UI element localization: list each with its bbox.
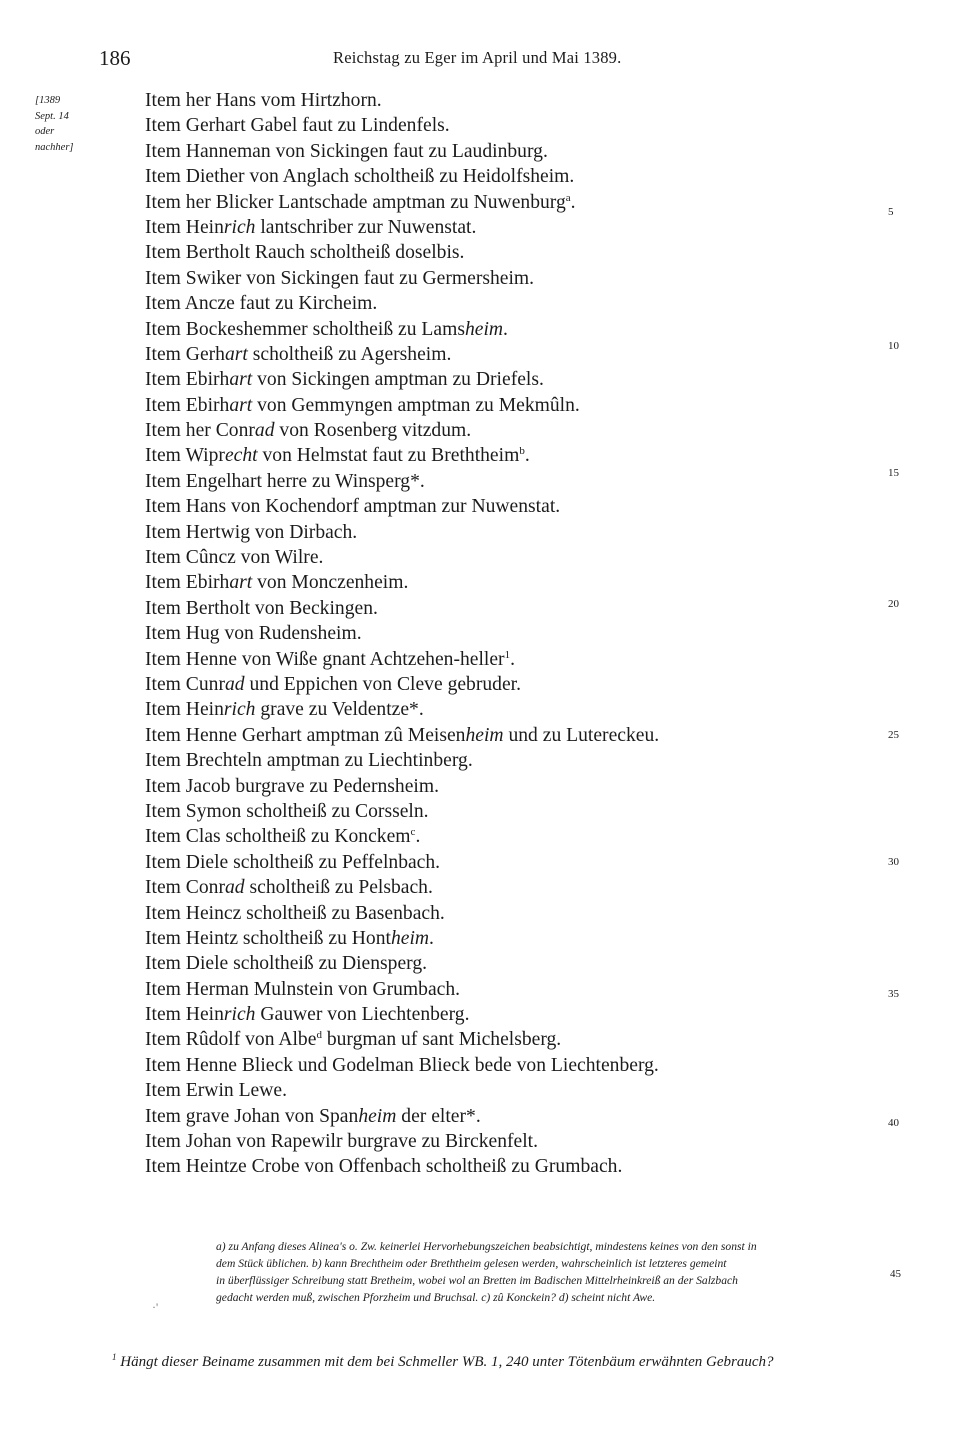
entry-line: [145, 1129, 845, 1154]
entry-pre: Item Ebirh: [145, 394, 230, 416]
entry-line: [145, 443, 845, 468]
entry-line: [145, 901, 845, 926]
entry-pre: Item Bockeshemmer scholtheiß zu Lams: [145, 318, 465, 340]
entry-line: [145, 88, 845, 113]
entry-pre: Item Heintz scholtheiß zu Hont: [145, 927, 391, 949]
entry-line: [145, 215, 845, 240]
entry-line: [145, 545, 845, 570]
entry-line: [145, 520, 845, 545]
entry-it: heim: [464, 318, 504, 340]
entry-it: ad: [254, 420, 275, 442]
entry-post: lantschriber zur Nuwenstat.: [255, 216, 477, 238]
entry-sup: 1: [504, 648, 511, 661]
entry-pre: Item Jacob burgrave zu Pedernsheim.: [145, 775, 439, 797]
entry-pre: Item Hein: [145, 1004, 224, 1026]
entry-pre: Item her Hans vom Hirtzhorn.: [145, 90, 382, 111]
entry-line: [145, 291, 845, 316]
entry-pre: Item Hans von Kochendorf amptman zur Nuwenstat.: [145, 496, 561, 518]
entry-it: art: [229, 572, 253, 594]
entry-pre: Item Heintze Crobe von Offenbach scholtheiß zu Grumbach.: [145, 1156, 623, 1178]
entry-line: [145, 1104, 845, 1129]
entry-pre: Item Erwin Lewe.: [145, 1080, 287, 1102]
entry-line: [145, 113, 845, 138]
entry-pre: Item Johan von Rapewilr burgrave zu Birckenfelt.: [145, 1131, 539, 1153]
entry-line: [145, 469, 845, 494]
entry-pre: Item Henne Gerhart amptman zû Meisen: [145, 724, 466, 746]
footnote-line: dem Stück üblichen. b) kann Brechtheim oder Breththeim gelesen werden, wahrscheinlich ist letzteres gemeint: [216, 1257, 727, 1270]
footnote-1: [112, 1352, 773, 1371]
entry-it: ad: [225, 673, 245, 695]
margin-note-line: Sept. 14: [35, 111, 69, 122]
entry-sup: a: [565, 191, 571, 204]
entry-pre: Item Clas scholtheiß zu Konckem: [145, 826, 411, 848]
entry-pre: Item Bertholt von Beckingen.: [145, 597, 378, 619]
margin-note-line: oder: [35, 126, 55, 137]
entry-it: ad: [225, 877, 245, 899]
footnote-1-marker: 1: [112, 1352, 117, 1362]
entry-it: rich: [223, 1004, 256, 1026]
entry-pre: Item Hanneman von Sickingen faut zu Laudinburg.: [145, 140, 548, 162]
margin-note-line: nachher]: [35, 142, 74, 153]
entry-it: echt: [224, 445, 258, 467]
entry-it: heim: [465, 724, 504, 746]
entry-pre: Item Swiker von Sickingen faut zu Germersheim.: [145, 267, 535, 289]
entry-pre: Item Gerh: [145, 343, 225, 365]
stray-mark: ·': [152, 1300, 159, 1314]
entry-sup: b: [519, 445, 525, 458]
entry-line: [145, 621, 845, 646]
footnote-1-text: Hängt dieser Beiname zusammen mit dem bei Schmeller WB. 1, 240 unter Tötenbäum erwähnten Gebrauch?: [120, 1354, 774, 1370]
entry-pre: Item Symon scholtheiß zu Corsseln.: [145, 800, 429, 822]
entry-it: heim: [390, 927, 430, 949]
entry-line: [145, 342, 845, 367]
entry-post: der elter*.: [396, 1105, 481, 1127]
entry-pre: Item Conr: [145, 877, 225, 899]
entry-line: [145, 723, 845, 748]
entry-post: von Sickingen amptman zu Driefels.: [252, 369, 544, 391]
entry-end: .: [415, 826, 421, 848]
margin-note-line: [1389: [35, 95, 61, 106]
entry-pre: Item grave Johan von Span: [145, 1105, 359, 1127]
entry-pre: Item Bertholt Rauch scholtheiß doselbis.: [145, 242, 465, 264]
entry-pre: Item Heincz scholtheiß zu Basenbach.: [145, 902, 445, 924]
entry-line: [145, 748, 845, 773]
entry-line: [145, 494, 845, 519]
entry-it: heim: [358, 1105, 397, 1127]
entry-post: von Helmstat faut zu Breththeim: [257, 445, 520, 467]
footnote-line: in überflüssiger Schreibung statt Bretheim, wobei wol an Bretten im Badischen Mittelrheinkreiß an der Salzbach: [216, 1274, 738, 1287]
entry-pre: Item Hertwig von Dirbach.: [145, 521, 358, 543]
entry-line: [145, 951, 845, 976]
footnote-line: gedacht werden muß, zwischen Pforzheim und Bruchsal. c) zû Konckein? d) scheint nicht Awe.: [216, 1291, 656, 1304]
entry-end: .: [510, 648, 515, 670]
footnote-line-number: 45: [890, 1268, 901, 1280]
entry-post: scholtheiß zu Agersheim.: [247, 343, 452, 365]
entry-post: und Eppichen von Cleve gebruder.: [244, 673, 522, 695]
entry-sup: c: [410, 826, 416, 839]
entry-pre: Item Henne Blieck und Godelman Blieck bede von Liechtenberg.: [145, 1054, 659, 1076]
entry-line: [145, 824, 845, 849]
entry-it: art: [224, 343, 248, 365]
entry-pre: Item Gerhart Gabel faut zu Lindenfels.: [145, 115, 450, 137]
entry-pre: Item Rûdolf von Albe: [145, 1029, 317, 1051]
entry-pre: Item her Conr: [145, 420, 255, 442]
entry-pre: Item Hein: [145, 216, 224, 238]
entry-line: [145, 570, 845, 595]
entry-pre: Item Ebirh: [145, 572, 230, 594]
entry-post: grave zu Veldentze*.: [255, 699, 424, 721]
entry-line: [145, 672, 845, 697]
entry-line: [145, 164, 845, 189]
line-number: 30: [888, 856, 899, 868]
entry-line: [145, 266, 845, 291]
entry-pre: Item Ancze faut zu Kircheim.: [145, 293, 378, 315]
entry-pre: Item her Blicker Lantschade amptman zu Nuwenburg: [145, 191, 566, 213]
entry-line: [145, 647, 845, 672]
entry-line: [145, 240, 845, 265]
entry-line: [145, 1078, 845, 1103]
entry-pre: Item Hein: [145, 699, 224, 721]
line-number: 10: [888, 340, 899, 352]
entry-it: art: [229, 369, 253, 391]
entry-line: [145, 774, 845, 799]
entry-sup: d: [316, 1029, 322, 1042]
entry-list: [145, 88, 845, 1180]
entry-end: .: [524, 445, 530, 467]
footnotes: [216, 1238, 896, 1306]
entry-pre: Item Diether von Anglach scholtheiß zu Heidolfsheim.: [145, 166, 575, 188]
line-number: 20: [888, 598, 899, 610]
footnote-line: a) zu Anfang dieses Alinea's o. Zw. keinerlei Hervorhebungszeichen beabsichtigt, mindestens keines von den sonst in: [216, 1240, 757, 1253]
entry-line: [145, 977, 845, 1002]
entry-line: [145, 1002, 845, 1027]
entry-pre: Item Hug von Rudensheim.: [145, 623, 362, 645]
entry-line: [145, 190, 845, 215]
line-number: 40: [888, 1117, 899, 1129]
entry-post: und zu Lutereckeu.: [503, 724, 660, 746]
entry-line: [145, 317, 845, 342]
entry-it: art: [229, 394, 253, 416]
entry-pre: Item Engelhart herre zu Winsperg*.: [145, 470, 425, 492]
entry-post: .: [429, 927, 434, 949]
page-number: 186: [99, 46, 131, 70]
entry-it: rich: [223, 699, 256, 721]
entry-it: rich: [223, 216, 256, 238]
entry-line: [145, 367, 845, 392]
entry-line: [145, 799, 845, 824]
entry-post: von Monczenheim.: [252, 572, 409, 594]
entry-pre: Item Cunr: [145, 673, 225, 695]
entry-line: [145, 139, 845, 164]
entry-pre: Item Diele scholtheiß zu Diensperg.: [145, 953, 428, 975]
entry-pre: Item Diele scholtheiß zu Peffelnbach.: [145, 851, 441, 873]
line-number: 25: [888, 729, 899, 741]
entry-line: [145, 596, 845, 621]
entry-end: .: [570, 191, 576, 213]
entry-post: .: [503, 318, 508, 340]
entry-line: [145, 1053, 845, 1078]
entry-line: [145, 875, 845, 900]
entry-line: [145, 850, 845, 875]
entry-pre: Item Brechteln amptman zu Liechtinberg.: [145, 750, 473, 772]
entry-pre: Item Henne von Wiße gnant Achtzehen-heller: [145, 648, 505, 670]
entry-post: scholtheiß zu Pelsbach.: [244, 877, 433, 899]
entry-line: [145, 1154, 845, 1179]
line-number: 15: [888, 467, 899, 479]
running-title: Reichstag zu Eger im April und Mai 1389.: [333, 48, 622, 67]
entry-pre: Item Ebirh: [145, 369, 230, 391]
entry-post: von Gemmyngen amptman zu Mekmûln.: [252, 394, 580, 416]
entry-pre: Item Wipr: [145, 445, 225, 467]
entry-pre: Item Herman Mulnstein von Grumbach.: [145, 978, 461, 1000]
entry-line: [145, 418, 845, 443]
line-number: 5: [888, 206, 894, 218]
entry-line: [145, 1027, 845, 1052]
entry-line: [145, 926, 845, 951]
entry-post: Gauwer von Liechtenberg.: [255, 1004, 470, 1026]
entry-post: von Rosenberg vitzdum.: [274, 420, 472, 442]
entry-pre: Item Cûncz von Wilre.: [145, 547, 324, 569]
entry-line: [145, 697, 845, 722]
line-number: 35: [888, 988, 899, 1000]
entry-line: [145, 393, 845, 418]
entry-end: burgman uf sant Michelsberg.: [321, 1029, 562, 1051]
